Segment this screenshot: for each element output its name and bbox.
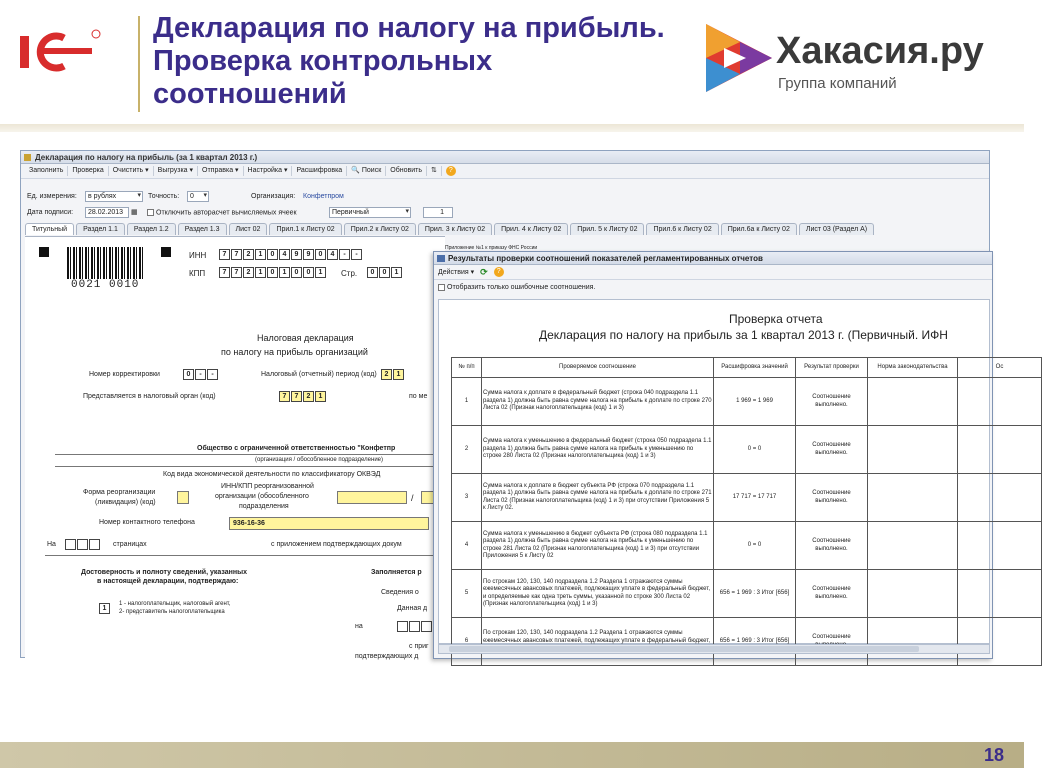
digit-cell[interactable]: - [339,249,350,260]
dialog-icon [437,255,445,262]
tab-section-1-1[interactable]: Раздел 1.1 [76,223,125,235]
scrollbar-thumb[interactable] [449,646,919,652]
pages-cell[interactable] [89,539,100,550]
only-errors-option[interactable] [434,280,992,296]
slash-separator: / [411,493,414,503]
digit-cell[interactable]: 1 [315,267,326,278]
attach-label: с приложением подтверждающих докум [271,541,402,548]
digit-cell[interactable]: 1 [255,249,266,260]
digit-cell[interactable]: 1 [279,267,290,278]
cell-text: Сумма налога к доплате в бюджет субъекта РФ (строка 070 подраздела 1.1 раздела 1) должна быть равна сумме налога на прибыль к доплате по строке 271 Листа 02 (Признак налогоплательщика (код) 1 и 3) при отсутствии Приложения 5 к Листу 02. [482,474,714,522]
divider [55,466,445,467]
digit-cell[interactable]: 7 [279,391,290,402]
cell-values: 656 = 1 969 : 3 Итог [656] [714,618,796,666]
digit-cell[interactable]: 0 [267,249,278,260]
signer-option-1: 1 - налогоплательщик, налоговый агент, [119,601,231,607]
brand-subtitle: Группа компаний [778,75,897,92]
cell-result: Соотношение выполнено. [796,570,868,618]
tab-section-1-2[interactable]: Раздел 1.2 [127,223,176,235]
confirm-heading-2: в настоящей декларации, подтверждаю: [97,578,239,585]
cell-values: 1 969 = 1 969 [714,378,796,426]
digit-cell[interactable]: 2 [381,369,392,380]
column-header: Норма законодательства [868,358,958,378]
brand-name: Хакасия.ру [776,30,984,72]
dialog-toolbar [434,265,992,280]
pages-cell[interactable] [77,539,88,550]
cell-values: 0 = 0 [714,522,796,570]
reorg-inn-label: ИНН/КПП реорганизованной [221,483,314,490]
header-band [0,124,1024,132]
search-icon: 🔍 [351,167,360,174]
period-label: Налоговый (отчетный) период (код) [261,371,377,378]
digit-cell[interactable]: 1 [391,267,402,278]
corner-marker [161,247,171,257]
tab-appendix-6[interactable]: Прил.6 к Листу 02 [646,223,718,235]
digit-cell[interactable]: 9 [303,249,314,260]
corner-marker [39,247,49,257]
phone-label: Номер контактного телефона [99,519,195,526]
phone-field[interactable]: 936-16-36 [229,517,429,530]
na-label: на [355,623,363,630]
search-label: Поиск [361,167,382,174]
slide-title-line: Декларация по налогу на прибыль. [153,12,665,44]
cell-n: 4 [452,522,482,570]
correction-cells[interactable] [183,369,219,380]
cell-text: По строкам 120, 130, 140 подраздела 1.2 Раздела 1 отражаются суммы ежемесячных авансовых платежей, подлежащих уплате в федеральный бюджет, и определяемые как одна треть суммы, указанной по строке 300 Листа 02 (Признак налогоплательщика (код) 1 и 3) [482,570,714,618]
horizontal-scrollbar[interactable] [438,644,990,654]
organization-name: Общество с ограниченной ответственностью "Конфетпр [197,445,396,452]
form-pages-cell[interactable] [409,621,420,632]
cell-empty [868,570,958,618]
digit-cell[interactable]: 2 [243,249,254,260]
table-row[interactable] [452,474,1042,522]
table-row[interactable] [452,618,1042,666]
organization-label: Организация: [251,193,296,200]
signer-code-cell[interactable]: 1 [99,603,110,614]
report-subtitle: Декларация по налогу на прибыль за 1 квартал 2013 г. (Первичный. ИФН [539,328,948,342]
cell-values: 0 = 0 [714,426,796,474]
reorg-label-2: (ликвидация) (код) [95,499,156,506]
digit-cell[interactable]: 7 [219,249,230,260]
digit-cell[interactable]: 0 [183,369,194,380]
digit-cell[interactable]: 0 [367,267,378,278]
authority-label: Представляется в налоговый орган (код) [83,393,216,400]
tab-appendix-3[interactable]: Прил. 3 к Листу 02 [418,223,492,235]
tab-appendix-6a[interactable]: Прил.6а к Листу 02 [721,223,797,235]
report-kind-select[interactable]: Первичный ▾ [329,207,411,218]
brand-play-icon [700,18,778,98]
reorg-inn-label-3: подразделения [239,503,289,510]
cell-empty [958,570,1042,618]
digit-cell[interactable]: 7 [231,249,242,260]
cell-n: 5 [452,570,482,618]
actions-menu[interactable]: Действия ▾ [438,269,475,276]
pages-label: страницах [113,541,147,548]
tab-appendix-5[interactable]: Прил. 5 к Листу 02 [570,223,644,235]
digit-cell[interactable]: 1 [315,391,326,402]
cell-empty [868,426,958,474]
digit-cell[interactable]: 9 [291,249,302,260]
digit-cell[interactable]: 0 [303,267,314,278]
precision-label: Точность: [148,193,180,200]
kpp-cells [219,267,327,278]
cell-empty [958,474,1042,522]
table-row[interactable] [452,378,1042,426]
tab-sheet-03[interactable]: Лист 03 (Раздел А) [799,223,874,235]
reorg-inn-field[interactable] [337,491,407,504]
digit-cell[interactable]: - [351,249,362,260]
digit-cell[interactable]: 0 [379,267,390,278]
fill-button[interactable]: Заполнить [25,166,68,176]
digit-cell[interactable]: 2 [243,267,254,278]
refresh-icon[interactable]: ⟳ [480,266,488,277]
pages-cells[interactable] [65,539,101,550]
only-errors-checkbox[interactable] [438,284,445,291]
units-label: Ед. измерения: [27,193,77,200]
footer-bar [0,742,1024,768]
confirm-docs-label: подтверждающих д [355,653,419,660]
page-number: 18 [983,745,1004,765]
digit-cell[interactable]: 7 [231,267,242,278]
cell-empty [868,618,958,666]
cell-values: 17 717 = 17 717 [714,474,796,522]
sign-date-field[interactable]: 28.02.2013 [85,207,129,218]
slide-title [153,12,733,111]
document-icon [24,154,31,161]
slide-title-line: соотношений [153,78,347,110]
okved-label: Код вида экономической деятельности по классификатору ОКВЭД [163,471,381,478]
cell-n: 2 [452,426,482,474]
column-header: Ос [958,358,1042,378]
main-toolbar [21,164,989,179]
send-button[interactable]: Отправка ▾ [198,166,244,176]
column-header: Результат проверки [796,358,868,378]
help-icon[interactable]: ? [494,267,504,277]
results-body [452,378,1042,666]
form-pages-cell[interactable] [421,621,432,632]
by-place-label: по ме [409,393,428,400]
dialog-title-bar[interactable] [434,252,992,265]
units-select[interactable]: в рублях ▾ [85,191,143,202]
help-icon[interactable]: ? [446,166,456,176]
digit-cell[interactable]: - [207,369,218,380]
tab-section-1-3[interactable]: Раздел 1.3 [178,223,227,235]
digit-cell[interactable]: 1 [255,267,266,278]
page-cells [367,267,403,278]
digit-cell[interactable]: 1 [393,369,404,380]
autocalc-toggle[interactable] [147,209,297,216]
page-label: Стр. [341,269,358,278]
date-label-form: Данная д [397,605,428,612]
info-label: Сведения о [381,589,419,596]
cell-values: 656 = 1 969 : 3 Итог [656] [714,570,796,618]
tab-appendix-4[interactable]: Прил. 4 к Листу 02 [494,223,568,235]
tab-appendix-1[interactable]: Прил.1 к Листу 02 [269,223,341,235]
options-panel [21,179,989,219]
signer-code-cells[interactable] [99,603,111,614]
autocalc-label: Отключить авторасчет вычисляемых ячеек [156,209,297,217]
fill-heading: Заполняется р [371,569,422,576]
form-pages-cell[interactable] [397,621,408,632]
sort-icon[interactable]: ⇅ [427,166,442,176]
inn-label: ИНН [189,251,207,260]
decode-button[interactable]: Расшифровка [292,166,347,176]
header-divider [138,16,140,112]
digit-cell[interactable]: 7 [291,391,302,402]
table-row[interactable] [452,570,1042,618]
sign-date-label: Дата подписи: [27,209,74,216]
cell-text: По строкам 120, 130, 140 подраздела 1.2 Раздела 1 отражаются суммы ежемесячных авансовых платежей, подлежащих уплате в федеральный бюджет, [482,618,714,666]
cell-empty [868,378,958,426]
form-title: Налоговая декларация [257,333,354,343]
form-subtitle: по налогу на прибыль организаций [221,347,368,357]
calendar-icon[interactable]: ▦ [131,209,138,216]
cell-empty [958,522,1042,570]
autocalc-checkbox[interactable] [147,209,154,216]
tab-title-page[interactable]: Титульный [25,223,74,235]
cell-n: 1 [452,378,482,426]
slide-title-line: Проверка контрольных [153,45,493,77]
cell-empty [958,378,1042,426]
pages-cell[interactable] [65,539,76,550]
organization-caption: (организация / обособленное подразделение) [255,457,384,463]
precision-stepper[interactable]: 0 ▾ [187,191,209,202]
dialog-title: Результаты проверки соотношений показателей регламентированных отчетов [448,254,763,263]
cell-empty [868,474,958,522]
cell-empty [958,426,1042,474]
on-label: На [47,541,56,548]
organization-link[interactable]: Конфетпром [303,193,344,200]
cell-result: Соотношение выполнено. [796,474,868,522]
digit-cell[interactable]: 7 [219,267,230,278]
column-header: Расшифровка значений [714,358,796,378]
check-button[interactable]: Проверка [68,166,108,176]
tab-appendix-2[interactable]: Прил.2 к Листу 02 [344,223,416,235]
settings-button[interactable]: Настройка ▾ [244,166,293,176]
attach-label-2: с приг [409,643,429,650]
digit-cell[interactable]: - [195,369,206,380]
cell-result: Соотношение выполнено. [796,426,868,474]
cell-text: Сумма налога к уменьшению в федеральный бюджет (строка 050 подраздела 1.1 раздела 1) должна быть равна сумме налога на прибыль к уменьшению по строке 280 Листа 02 (Признак налогоплательщика (код) 1 и 3) [482,426,714,474]
signer-option-2: 2- представитель налогоплательщика [119,609,225,615]
reorg-inn-label-2: организации (обособленного [215,493,309,500]
refresh-button[interactable]: Обновить [386,166,427,176]
report-title: Проверка отчета [729,312,823,326]
tab-sheet-02[interactable]: Лист 02 [229,223,268,235]
table-row[interactable] [452,522,1042,570]
only-errors-label: Отобразить только ошибочные соотношения. [447,284,596,291]
order-note: Приложение №1 к приказу ФНС России [445,245,538,251]
cell-n: 6 [452,618,482,666]
cell-text: Сумма налога к уменьшению в бюджет субъекта РФ (строка 080 подраздела 1.1 раздела 1) должна быть равна сумме налога на прибыль к уменьшению по строке 281 Листа 02 (Признак налогоплательщика (код) 1 и 3) при отсутствии Приложения 5 к Листу 02 [482,522,714,570]
divider [55,454,445,455]
results-table [451,357,1042,666]
clear-button[interactable]: Очистить ▾ [109,166,154,176]
cell-result: Соотношение [796,618,868,666]
digit-cell[interactable]: 2 [303,391,314,402]
digit-cell[interactable]: 0 [267,267,278,278]
digit-cell[interactable]: 4 [279,249,290,260]
check-results-dialog [433,251,1004,659]
digit-cell[interactable]: 0 [291,267,302,278]
cell-result: Соотношение выполнено. [796,522,868,570]
correction-label: Номер корректировки [89,371,160,378]
cell-text: Сумма налога к доплате в федеральный бюджет (строка 040 подраздела 1.1 раздела 1) должна быть равна сумме налога на прибыль к доплате по строке 270 Листа 02 (Признак налогоплательщика (код) 1 и 3) [482,378,714,426]
table-row[interactable] [452,426,1042,474]
cell-n: 3 [452,474,482,522]
period-cells[interactable] [381,369,405,380]
window-title: Декларация по налогу на прибыль (за 1 квартал 2013 г.) [35,153,258,162]
digit-cell[interactable]: 4 [327,249,338,260]
declaration-window [20,150,1004,660]
table-header-row [452,358,1042,378]
cell-empty [868,522,958,570]
confirm-heading: Достоверность и полноту сведений, указанных [81,569,247,576]
cell-result: Соотношение выполнено. [796,378,868,426]
export-button[interactable]: Выгрузка ▾ [154,166,198,176]
kpp-label: КПП [189,269,206,278]
column-header: Проверяемое соотношение [482,358,714,378]
column-header: № п/п [452,358,482,378]
divider [45,555,445,556]
barcode [67,247,143,279]
cell-empty [958,618,1042,666]
reorg-code-field[interactable] [177,491,189,504]
barcode-number: 0021 0010 [71,279,140,291]
search-button[interactable] [347,166,386,176]
inn-cells [219,249,363,260]
report-sheet [438,299,1004,644]
1c-logo [20,28,102,74]
window-title-bar[interactable] [21,151,989,164]
correction-number-field[interactable]: 1 [423,207,453,218]
authority-cells[interactable] [279,391,327,402]
digit-cell[interactable]: 0 [315,249,326,260]
reorg-label: Форма реорганизации [83,489,156,496]
form-pages-cells[interactable] [397,621,433,632]
form-tabs [25,223,987,236]
